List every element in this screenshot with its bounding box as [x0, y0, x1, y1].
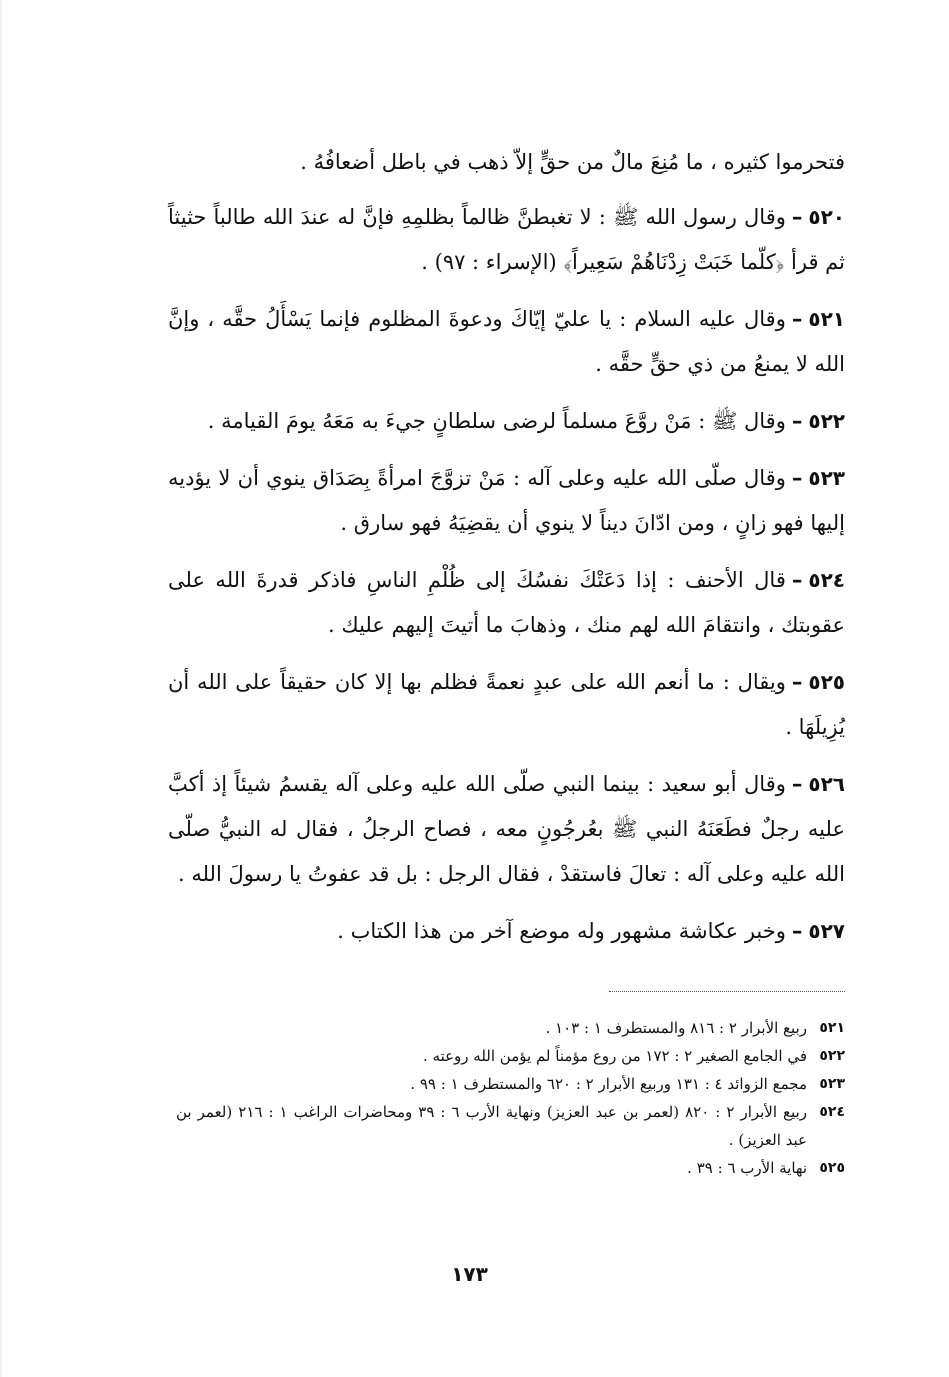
page-number: ١٧٣ — [451, 1262, 488, 1286]
entry-number: ٥٢٥ — [808, 670, 845, 694]
entry-527 — [168, 909, 845, 954]
scan-edge — [0, 0, 2, 1377]
entry-number: ٥٢١ — [808, 307, 845, 331]
entry-number: ٥٢٦ — [808, 772, 845, 796]
entry-number: ٥٢٧ — [808, 919, 845, 943]
footnote-number: ٥٢٣ — [819, 1076, 845, 1092]
entry-number: ٥٢٣ — [808, 466, 845, 490]
footnote-text: نهاية الأرب ٦ : ٣٩ . — [687, 1159, 807, 1177]
footnote-separator — [609, 991, 845, 992]
entry-text: وقال ﷺ : مَنْ روَّعَ مسلماً لرضى سلطانٍ جيءَ به مَعَهُ يومَ القيامة . — [207, 409, 786, 433]
entry-number: ٥٢٤ — [808, 568, 845, 592]
entry-text: وقال أبو سعيد : بينما النبي صلّى الله عليه وعلى آله يقسمُ شيئاً إذ أكبَّ عليه رجلٌ فطَعَنَهُ النبي ﷺ بعُرجُونٍ معه ، فصاح الرجلُ ، فقال له النبيُّ صلّى الله عليه وعلى آله : تعالَ فاستقدْ ، فقال الرجل : بل قد عفوتُ يا رسولَ الله . — [168, 772, 845, 886]
entry-text: وقال صلّى الله عليه وعلى آله : مَنْ تزوَّجَ امرأةً بِصَدَاق ينوي أن لا يؤديه إليها فهو زانٍ ، ومن ادّانَ ديناً لا ينوي أن يقضِيَهُ فهو سارق . — [168, 466, 845, 535]
footnote-521 — [176, 1014, 845, 1042]
intro-paragraph — [168, 140, 845, 185]
entry-522 — [168, 399, 845, 444]
entry-dash: – — [791, 466, 803, 490]
entry-dash: – — [791, 307, 803, 331]
entry-dash: – — [791, 409, 803, 433]
footnotes — [176, 1014, 845, 1182]
entry-dash: – — [791, 205, 803, 229]
entry-dash: – — [791, 670, 803, 694]
footnote-text: في الجامع الصغير ٢ : ١٧٢ من روع مؤمناً لم يؤمن الله روعته . — [422, 1047, 807, 1065]
entry-dash: – — [791, 919, 803, 943]
main-text — [168, 140, 845, 966]
footnote-text: ربيع الأبرار ٢ : ٨٢٠ (لعمر بن عبد العزيز) ونهاية الأرب ٦ : ٣٩ ومحاضرات الراغب ١ : ٢١٦ (لعمر بن عبد العزيز) . — [176, 1103, 807, 1149]
entry-520 — [168, 195, 845, 285]
entry-text: قال الأحنف : إذا دَعَتْكَ نفسُكَ إلى ظُلْمِ الناسِ فاذكر قدرةَ الله على عقوبتك ، وانتقامَ الله لهم منك ، وذهابَ ما أتيتَ إليهم عليك . — [168, 568, 845, 637]
intro-text: فتحرموا كثيره ، ما مُنِعَ مالٌ من حقٍّ إلاّ ذهب في باطل أضعافُهُ . — [300, 150, 845, 174]
entry-525 — [168, 660, 845, 750]
footnote-number: ٥٢٥ — [819, 1160, 845, 1176]
entry-521 — [168, 297, 845, 387]
entry-number: ٥٢٢ — [808, 409, 845, 433]
entry-523 — [168, 456, 845, 546]
footnote-text: ربيع الأبرار ٢ : ٨١٦ والمستطرف ١ : ١٠٣ . — [545, 1019, 807, 1037]
entry-524 — [168, 558, 845, 648]
entry-text: وقال عليه السلام : يا عليّ إيّاكَ ودعوةَ المظلوم فإنما يَسْأَلُ حقَّه ، وإنَّ الله لا يمنعُ من ذي حقٍّ حقَّه . — [168, 307, 845, 376]
footnote-522 — [176, 1042, 845, 1070]
footnote-number: ٥٢١ — [819, 1020, 845, 1036]
entry-number: ٥٢٠ — [808, 205, 845, 229]
entry-text: وقال رسول الله ﷺ : لا تغبطنَّ ظالماً بظلمِهِ فإنَّ له عندَ الله طالباً حثيثاً ثم قرأ ﴿كلّما خَبَتْ زِدْنَاهُمْ سَعِيراً﴾ (الإسراء : ٩٧) . — [168, 205, 845, 274]
footnote-525 — [176, 1154, 845, 1182]
footnote-number: ٥٢٤ — [819, 1104, 845, 1120]
footnote-text: مجمع الزوائد ٤ : ١٣١ وربيع الأبرار ٢ : ٦٢٠ والمستطرف ١ : ٩٩ . — [410, 1075, 807, 1093]
entry-526 — [168, 762, 845, 897]
entry-text: وخبر عكاشة مشهور وله موضع آخر من هذا الكتاب . — [337, 919, 786, 943]
entry-text: ويقال : ما أنعم الله على عبدٍ نعمةً فظلم بها إلا كان حقيقاً على الله أن يُزِيلَهَا . — [168, 670, 845, 739]
footnote-number: ٥٢٢ — [819, 1048, 845, 1064]
entry-dash: – — [791, 772, 803, 796]
footnote-524 — [176, 1098, 845, 1154]
footnote-523 — [176, 1070, 845, 1098]
entry-dash: – — [791, 568, 803, 592]
